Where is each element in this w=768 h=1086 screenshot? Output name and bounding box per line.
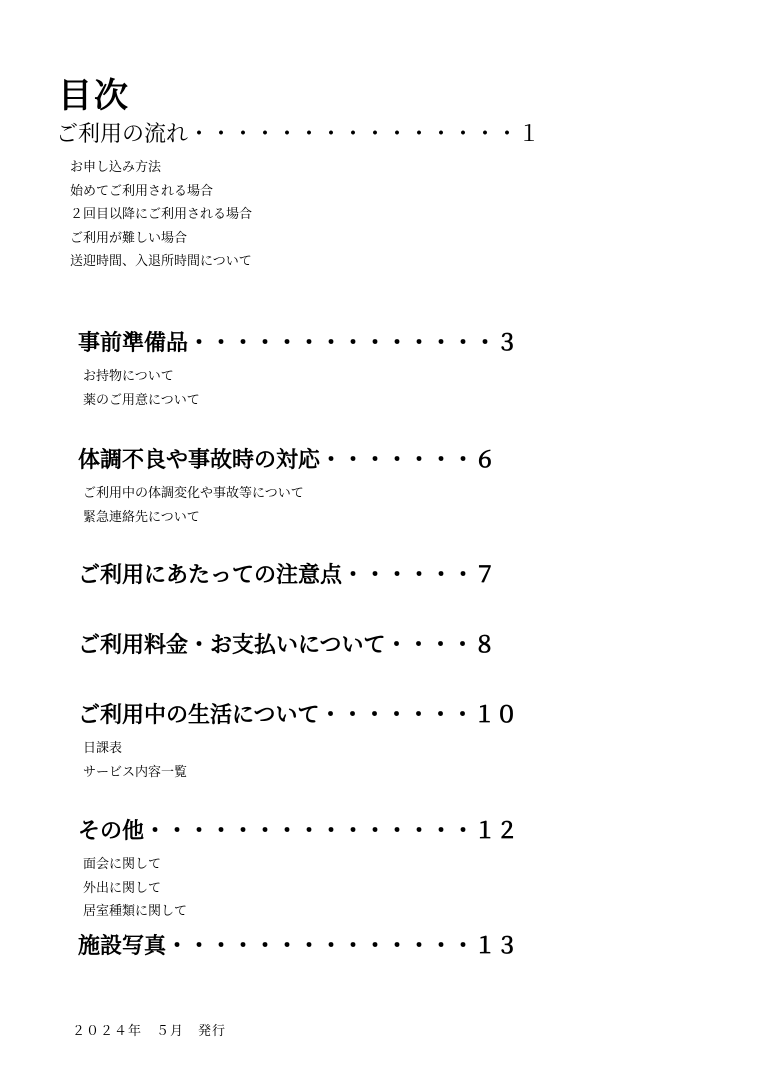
- toc-subitems: [83, 365, 518, 412]
- toc-subitem: 始めてご利用される場合: [70, 183, 214, 199]
- toc-section-usage-flow: [56, 124, 540, 274]
- toc-subitem: ご利用が難しい場合: [70, 230, 188, 246]
- toc-section-photos: [78, 936, 518, 958]
- toc-heading: ご利用料金・お支払いについて・・・・８: [78, 633, 496, 658]
- issue-date: ２０２４年 ５月 発行: [72, 1024, 227, 1039]
- toc-subitem: 外出に関して: [83, 880, 162, 896]
- toc-subitems: [83, 737, 518, 784]
- toc-subitem: 面会に関して: [83, 857, 162, 872]
- toc-subitem: お申し込み方法: [70, 160, 162, 175]
- toc-section-daily-life: [78, 705, 518, 784]
- toc-subitem: 日課表: [83, 741, 123, 756]
- toc-heading: ご利用中の生活について・・・・・・・１０: [78, 703, 518, 728]
- toc-subitem: 送迎時間、入退所時間について: [70, 254, 252, 269]
- toc-section-fees: [78, 635, 496, 657]
- toc-section-notes: [78, 565, 496, 587]
- page-title: 目次: [58, 75, 130, 116]
- toc-subitems: [83, 482, 496, 529]
- toc-subitem: お持物について: [83, 369, 174, 384]
- toc-heading: 施設写真・・・・・・・・・・・・・・１３: [78, 934, 519, 959]
- toc-heading: ご利用にあたっての注意点・・・・・・７: [78, 563, 497, 588]
- toc-subitem: ２回目以降にご利用される場合: [70, 207, 253, 222]
- toc-heading: その他・・・・・・・・・・・・・・・１２: [78, 819, 519, 844]
- toc-subitem: ご利用中の体調変化や事故等について: [83, 486, 304, 501]
- toc-heading: 体調不良や事故時の対応・・・・・・・６: [78, 448, 497, 473]
- toc-subitem: 緊急連絡先について: [83, 509, 200, 525]
- toc-subitems: [70, 156, 540, 274]
- toc-section-other: [78, 821, 518, 924]
- toc-subitem: 薬のご用意について: [83, 392, 200, 408]
- toc-heading: ご利用の流れ・・・・・・・・・・・・・・・１: [56, 122, 541, 147]
- toc-subitem: サービス内容一覧: [83, 764, 188, 780]
- toc-section-preparation: [78, 333, 518, 412]
- toc-subitems: [83, 853, 518, 924]
- toc-heading: 事前準備品・・・・・・・・・・・・・・３: [78, 331, 519, 356]
- toc-subitem: 居室種類に関して: [83, 904, 188, 919]
- toc-section-emergency: [78, 450, 496, 529]
